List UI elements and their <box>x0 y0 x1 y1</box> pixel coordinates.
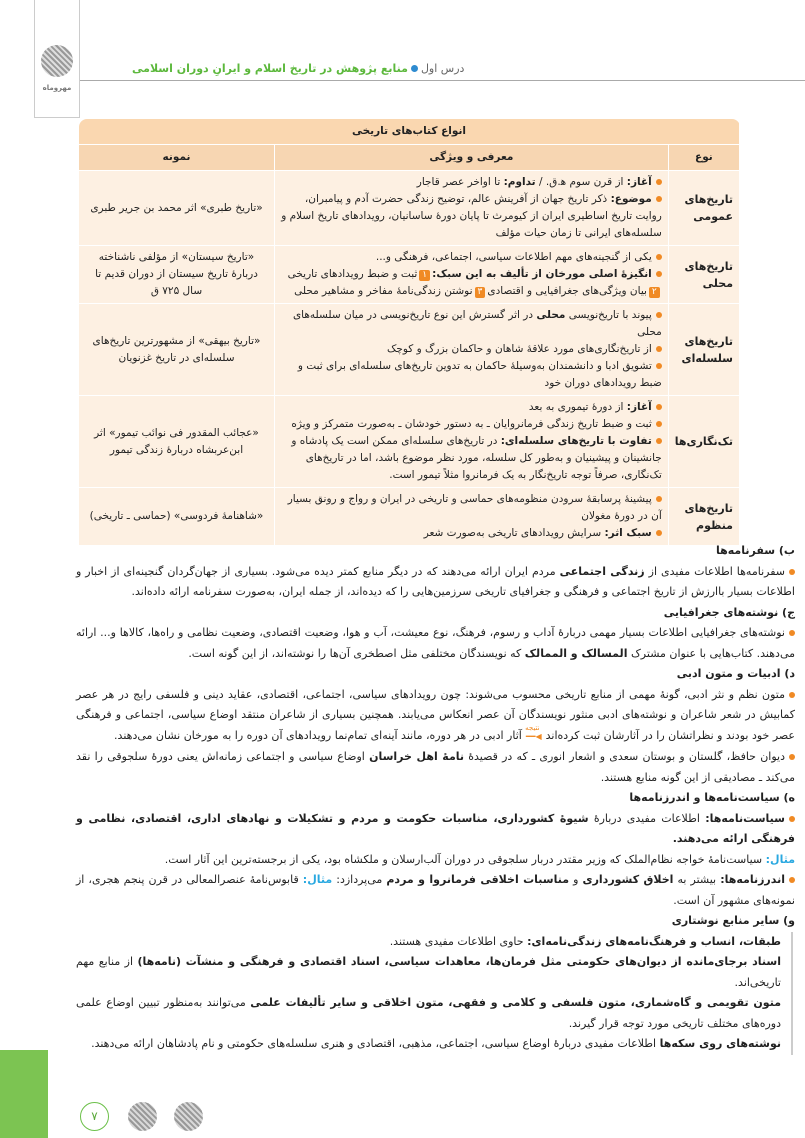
publisher-logo <box>34 0 80 118</box>
bold-text: آغاز: <box>626 401 652 413</box>
bold-text: نامهٔ اهل خراسان <box>369 750 465 763</box>
text: می‌پردازد: <box>332 873 387 886</box>
bullet-item <box>281 266 662 300</box>
text: سرایش رویدادهای تاریخی به‌صورت شعر <box>423 527 605 539</box>
bold-text: نوشته‌های روی سکه‌ها <box>659 1037 781 1050</box>
row-type: تاریخ‌های منظوم <box>668 488 739 546</box>
bold-text: سیاست‌نامه‌ها: <box>705 811 785 825</box>
bullet-icon <box>656 363 662 369</box>
text: ثبت و ضبط تاریخ زندگی فرمانروایان ـ به دستور خودشان ـ به‌صورت متمرکز و ویژه <box>291 418 652 430</box>
table-title: انواع کتاب‌های تاریخی <box>79 119 740 145</box>
row-description <box>275 304 669 396</box>
row-example: «شاهنامهٔ فردوسی» (حماسی ـ تاریخی) <box>79 488 275 546</box>
bold-text: اندرزنامه‌ها: <box>720 873 786 886</box>
bold-text: آغاز: <box>626 176 652 188</box>
text: از دورهٔ تیموری به بعد <box>528 401 627 413</box>
col-header-type: نوع <box>668 145 739 171</box>
bullet-icon <box>789 692 795 698</box>
text: از قرن سوم ه‍.ق. / <box>535 176 627 188</box>
bold-text: محلی <box>536 309 566 321</box>
bullet-item <box>281 341 662 358</box>
text: ب) سفرنامه‌ها <box>716 544 795 557</box>
paragraph <box>76 850 795 871</box>
text: اطلاعات مفیدی دربارهٔ اوضاع سیاسی، اجتماعی، مذهبی، اقتصادی و هنری سلسله‌های حکومتی و نام پادشاهان ارائه می‌دهند. <box>91 1037 660 1050</box>
bullet-icon <box>789 754 795 760</box>
paragraph <box>76 562 795 603</box>
text: اطلاعات مفیدی دربارهٔ <box>588 811 706 825</box>
bullet-icon <box>656 346 662 352</box>
bold-text: تداوم: <box>503 176 536 188</box>
decorative-circle-icon <box>128 1102 157 1131</box>
text: ه) سیاست‌نامه‌ها و اندرزنامه‌ها <box>629 791 795 804</box>
history-books-table <box>78 118 740 546</box>
text: سفرنامه‌ها اطلاعات مفیدی از <box>644 564 785 578</box>
butterfly-logo-icon <box>41 45 73 77</box>
bullet-item <box>281 433 662 484</box>
row-description <box>275 171 669 246</box>
paragraph <box>76 870 795 911</box>
text: دیوان حافظ، گلستان و بوستان سعدی و اشعار انوری ـ که در قصیدهٔ <box>464 750 785 763</box>
bold-text: سبک اثر: <box>604 527 652 539</box>
bold-text: اخلاق کشورداری <box>582 873 674 886</box>
text: سیاست‌نامهٔ خواجه نظام‌الملک که وزیر مقتدر دربار سلجوقی در دوران آلب‌ارسلان و ملکشاه بود، یکی از برجسته‌ترین این آثار است. <box>164 852 766 866</box>
col-header-example: نمونه <box>79 145 275 171</box>
text: آثار ادبی در هر دوره، مانند آینه‌ای تمام‌نما رویدادهای آن دوره را به مورخان نشان می‌دهند. <box>114 728 522 742</box>
page-header <box>132 62 464 75</box>
text: قابوس‌نامهٔ عنصرالمعالی در قرن پنجم هجری، از نمونه‌های مشهور آن است. <box>76 873 795 907</box>
bold-text: انگیزهٔ اصلی مورخان از تألیف به این سبک: <box>432 268 652 280</box>
result-arrow-icon: ◀━━ نتیجه <box>526 727 542 748</box>
text: از منابع مهم تاریخی‌اند. <box>76 955 781 989</box>
bullet-icon <box>789 816 795 822</box>
bullet-icon <box>789 569 795 575</box>
section-heading <box>76 788 795 809</box>
row-description <box>275 246 669 304</box>
text: د) ادبیات و متون ادبی <box>676 667 795 680</box>
bullet-icon <box>656 438 662 444</box>
section-heading <box>76 541 795 562</box>
decorative-circle-icon <box>174 1102 203 1131</box>
list-item <box>76 1034 781 1055</box>
text: نوشته‌های جغرافیایی اطلاعات بسیار مهمی دربارهٔ آداب و رسوم، فرهنگ، نوع معیشت، آب و هوا، وضعیت اقتصادی، وضعیت نظامی و راه‌ها، کالاها و... ارائه می‌دهند. کتاب‌هایی با عنوان مشترک <box>76 626 795 660</box>
bullet-icon <box>656 496 662 502</box>
bold-text: موضوع: <box>610 193 652 205</box>
paragraph <box>76 623 795 664</box>
bold-text: اسناد برجای‌مانده از دیوان‌های حکومتی مثل فرمان‌ها، معاهدات سیاسی، اسناد اقتصادی و فرهنگی و منشآت (نامه‌ها) <box>137 955 781 968</box>
bold-text: المسالک و الممالک <box>524 646 628 660</box>
text: و <box>569 873 583 886</box>
section-heading <box>76 911 795 932</box>
section-heading <box>76 664 795 685</box>
row-example: «تاریخ سیستان» از مؤلفی ناشناخته دربارهٔ تاریخ سیستان از دوران قدیم تا سال ۷۲۵ ق <box>79 246 275 304</box>
bullet-item <box>281 416 662 433</box>
row-type: تک‌نگاری‌ها <box>668 396 739 488</box>
text: حاوی اطلاعات مفیدی هستند. <box>389 934 528 948</box>
text: در تاریخ‌های سلسله‌ای ممکن است یک پادشاه و جانشینان و پیشینیان و به‌طور کل سلسله، مورد نظر موضوع باشد، اما در تاریخ‌های تک‌نگاری، صرفاً توجه تاریخ‌نگار به یک فرمانروا مثلاً تیمور است. <box>291 435 662 481</box>
number-badge: ۲ <box>649 287 660 298</box>
bold-text: تفاوت با تاریخ‌های سلسله‌ای: <box>500 435 652 447</box>
text: تا اواخر عصر قاجار <box>416 176 504 188</box>
text: مردم ایران ارائه می‌دهند که در دیگر منابع کمتر دیده می‌شود. بسیاری از جهان‌گردان گنجینه‌ای از اخبار و اطلاعات بسیار باارزش از تاریخ اجتماعی و فرهنگی و جغرافیای تاریخی سرزمین‌هایی را که دیده‌اند، از جمله ایران، به‌صورت سفرنامه ارائه داده‌اند. <box>76 564 795 598</box>
lesson-label: درس اول <box>420 62 465 75</box>
bullet-icon <box>656 196 662 202</box>
bold-text: مناسبات اخلاقی فرمانروا و مردم <box>386 873 570 886</box>
row-description <box>275 488 669 546</box>
bullet-icon <box>656 271 662 277</box>
section-heading <box>76 603 795 624</box>
text: پیوند با تاریخ‌نویسی <box>565 309 652 321</box>
text: تشویق ادبا و دانشمندان به‌وسیلهٔ حاکمان به تدوین تاریخ‌های سلسله‌ای برای ثبت و ضبط رویدادهای دوران خود <box>297 360 662 389</box>
bullet-icon <box>789 630 795 636</box>
number-badge: ۱ <box>419 270 430 281</box>
bullet-item <box>281 249 662 266</box>
paragraph <box>76 809 795 850</box>
bullet-icon <box>656 312 662 318</box>
bullet-icon <box>789 877 795 883</box>
table-row <box>79 246 740 304</box>
bullet-icon <box>411 65 418 72</box>
bullet-item <box>281 174 662 191</box>
row-example: «تاریخ بیهقی» از مشهورترین تاریخ‌های سلسله‌ای در تاریخ غزنویان <box>79 304 275 396</box>
header-divider <box>80 80 805 81</box>
other-sources-list <box>76 932 793 1055</box>
bold-text: زندگی اجتماعی <box>559 564 645 578</box>
text: بیان ویژگی‌های جغرافیایی و اقتصادی <box>487 285 647 297</box>
table-row <box>79 304 740 396</box>
bold-text: طبقات، انساب و فرهنگ‌نامه‌های زندگی‌نامه‌ای: <box>527 934 781 948</box>
bullet-icon <box>656 530 662 536</box>
row-description <box>275 396 669 488</box>
bullet-item <box>281 399 662 416</box>
text: متون نظم و نثر ادبی، گونهٔ مهمی از منابع تاریخی محسوب می‌شوند: چون رویدادهای سیاسی، اجتماعی، اقتصادی، عقاید دینی و فلسفی رایج در هر عصر کمابیش در شعر شاعران و نوشته‌های ادبی منثور نویسندگان آن عصر انعکاس می‌یابند. همچنین بسیاری از شاعران منتقد اوضاع سیاسی، اجتماعی و فرهنگی عصر خود بودند و نظراتشان را در آثارشان ثبت کرده‌اند <box>76 687 795 742</box>
text: ج) نوشته‌های جغرافیایی <box>663 605 795 619</box>
list-item <box>76 932 781 953</box>
logo-text: مهروماه <box>42 84 72 92</box>
text: پیشینهٔ پرسابقهٔ سرودن منظومه‌های حماسی و تاریخی در ایران و رواج و رونق بسیار آن در دورهٔ مغولان <box>287 493 662 522</box>
bold-text: متون تقویمی و گاه‌شماری، متون فلسفی و کلامی و فقهی، متون اخلاقی و سایر تألیفات علمی <box>250 996 782 1009</box>
row-type: تاریخ‌های عمومی <box>668 171 739 246</box>
bullet-item <box>281 191 662 242</box>
text: ثبت و ضبط رویدادهای تاریخی <box>287 268 418 280</box>
row-example: «تاریخ طبری» اثر محمد بن جریر طبری <box>79 171 275 246</box>
text: نوشتن زندگی‌نامهٔ مفاخر و مشاهیر محلی <box>294 285 473 297</box>
text: ذکر تاریخ جهان از آفرینش عالم، توضیح زندگی حضرت آدم و پیامبران، روایت تاریخ اساطیری ایران از کیومرث تا پایان دورهٔ ساسانیان، رویدادهای تاریخ اسلام و سلسله‌های ایرانی تا زمان حیات مؤلف <box>281 193 662 239</box>
lesson-title: منابع پژوهش در تاریخ اسلام و ایرانِ دوران اسلامی <box>132 62 408 75</box>
example-label: مثال: <box>302 873 333 886</box>
text: و) سایر منابع نوشتاری <box>671 914 795 927</box>
table-row <box>79 396 740 488</box>
example-label: مثال: <box>765 852 795 866</box>
text: اوضاع سیاسی و اجتماعی زمانه‌اش یعنی دورهٔ سلجوقی را نقد می‌کند ـ مصادیقی از این گونه منابع هستند. <box>76 750 795 784</box>
number-badge: ۳ <box>475 287 486 298</box>
bullet-item <box>281 525 662 542</box>
list-item <box>76 952 781 993</box>
bullet-icon <box>656 421 662 427</box>
page-number: ۷ <box>80 1102 109 1131</box>
col-header-desc: معرفی و ویژگی <box>275 145 669 171</box>
bold-text: شیوهٔ کشورداری، مناسبات حکومت و مردم و تشکیلات و نهادهای اداری، اقتصادی، نظامی و فرهنگی ارائه می‌دهند. <box>76 811 795 845</box>
table-row <box>79 488 740 546</box>
table-row <box>79 171 740 246</box>
arrow-label: نتیجه <box>525 723 540 732</box>
body-text <box>76 541 795 1055</box>
text: که نویسندگان مختلفی مثل اصطخری آن‌ها را نوشته‌اند، از این گونه است. <box>188 646 525 660</box>
bullet-icon <box>656 254 662 260</box>
bullet-icon <box>656 179 662 185</box>
green-edge-tab <box>0 1050 48 1138</box>
row-type: تاریخ‌های محلی <box>668 246 739 304</box>
row-example: «عجائب المقدور فی نوائب تیمور» اثر ابن‌عربشاه دربارهٔ زندگی تیمور <box>79 396 275 488</box>
text: در اثر گسترش این نوع تاریخ‌نویسی در میان سلسله‌های محلی <box>292 309 662 338</box>
paragraph <box>76 685 795 748</box>
text: یکی از گنجینه‌های مهم اطلاعات سیاسی، اجتماعی، فرهنگی و... <box>375 251 652 263</box>
list-item <box>76 993 781 1034</box>
text: می‌توانند به‌منظور تبیین اوضاع علمی دوره‌های مختلف تاریخی مورد توجه قرار گیرند. <box>76 996 781 1030</box>
bullet-item <box>281 358 662 392</box>
bullet-icon <box>656 404 662 410</box>
bullet-item <box>281 491 662 525</box>
text: از تاریخ‌نگاری‌های مورد علاقهٔ شاهان و حاکمان بزرگ و کوچک <box>386 343 652 355</box>
text: بیشتر به <box>673 873 721 886</box>
bullet-item <box>281 307 662 341</box>
paragraph <box>76 747 795 788</box>
row-type: تاریخ‌های سلسله‌ای <box>668 304 739 396</box>
